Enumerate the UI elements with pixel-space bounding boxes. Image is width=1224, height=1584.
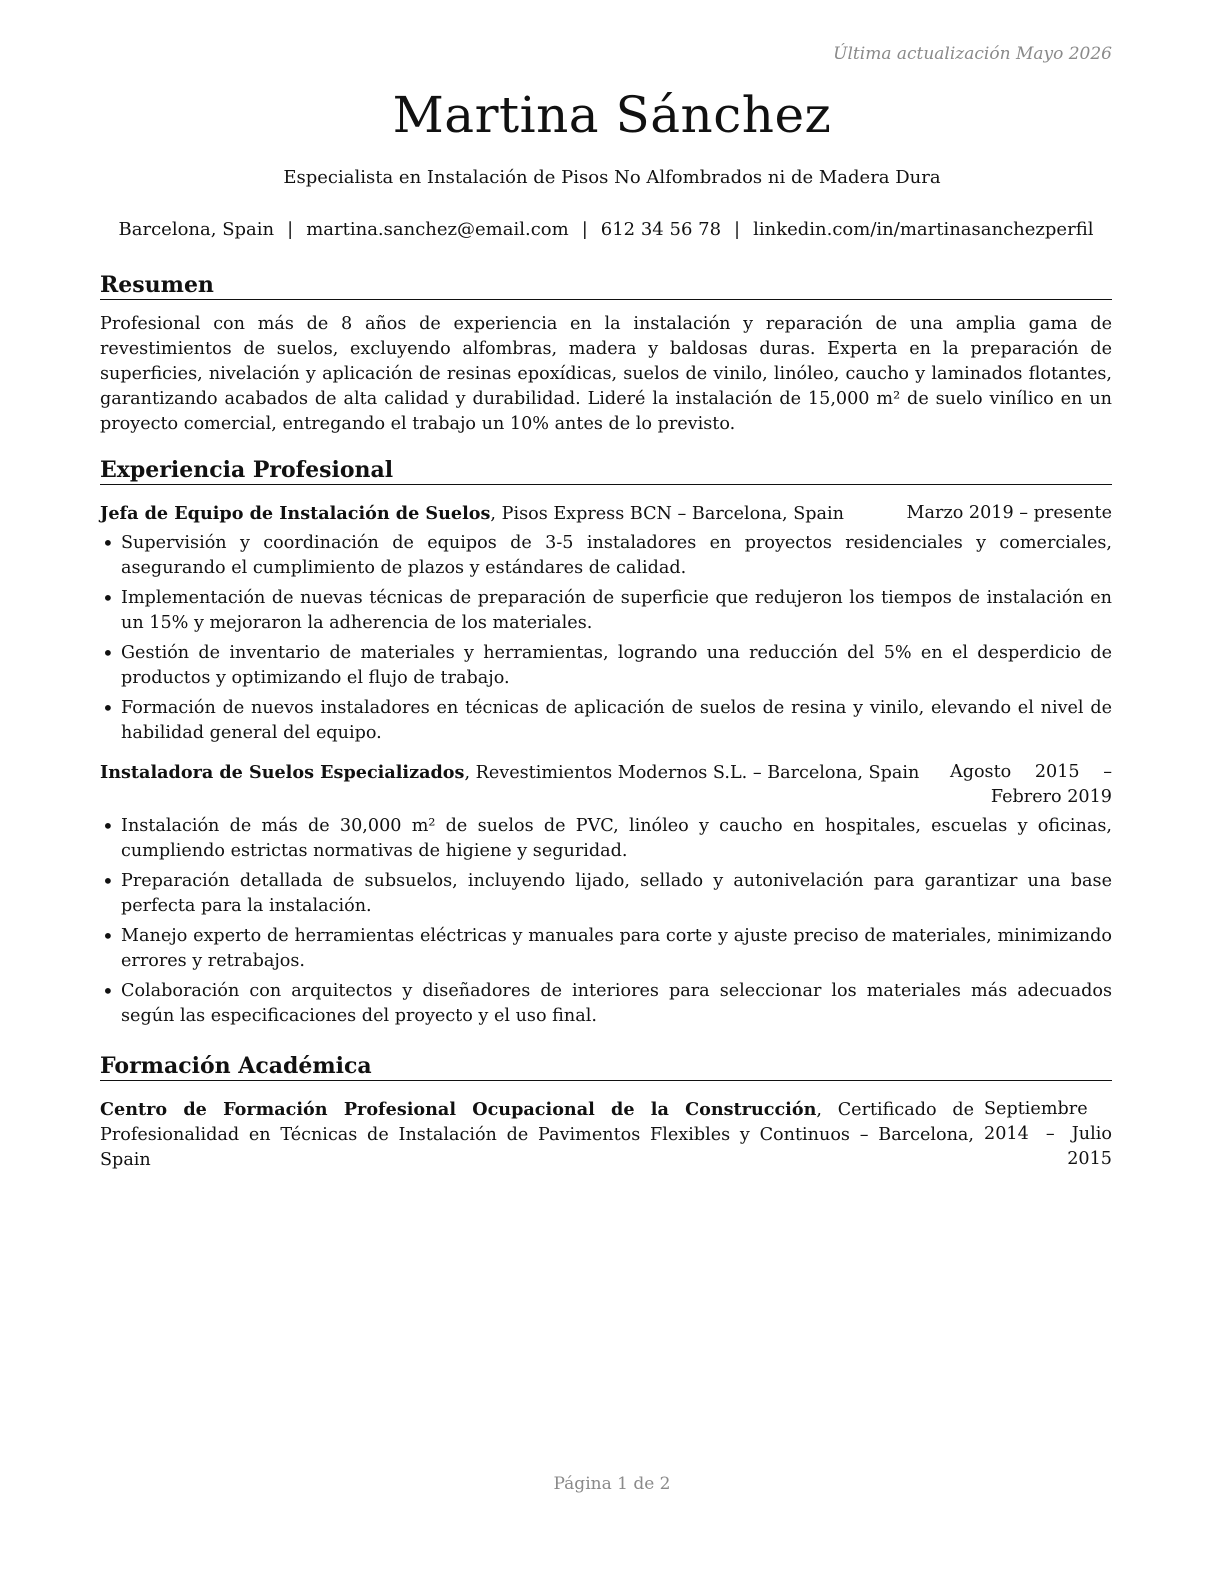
contact-line	[100, 219, 1112, 240]
job-bullets	[100, 531, 1112, 746]
job-entry	[100, 760, 1112, 1029]
job-company: , Revestimientos Modernos S.L. – Barcelona, Spain	[464, 763, 920, 783]
summary-section	[100, 272, 1112, 437]
job-bullet: • Formación de nuevos instaladores en técnicas de aplicación de suelos de resina y vinilo, elevando el nivel de habilidad general del equipo.	[100, 696, 1112, 746]
job-bullet: • Implementación de nuevas técnicas de preparación de superficie que redujeron los tiempos de instalación en un 15% y mejoraron la adherencia de los materiales.	[100, 586, 1112, 636]
contact-separator: |	[734, 219, 741, 240]
job-dates: Agosto 2015 – Febrero 2019	[950, 762, 1112, 807]
contact-location: Barcelona, Spain	[118, 219, 275, 240]
contact-separator: |	[581, 219, 588, 240]
experience-section	[100, 457, 1112, 1034]
education-details: , Certificado de Profesionalidad en Técnicas de Instalación de Pavimentos Flexibles y Continuos – Barcelona, Spain	[100, 1100, 974, 1170]
education-entry	[100, 1097, 1112, 1173]
job-entry	[100, 501, 1112, 746]
job-bullet: • Supervisión y coordinación de equipos de 3-5 instaladores en proyectos residenciales y comerciales, asegurando el cumplimiento de plazos y estándares de calidad.	[100, 531, 1112, 581]
last-updated: Última actualización Mayo 2026	[833, 44, 1112, 64]
contact-separator: |	[287, 219, 294, 240]
contact-linkedin[interactable]: linkedin.com/in/martinasanchezperfil	[753, 219, 1094, 240]
job-company: , Pisos Express BCN – Barcelona, Spain	[490, 504, 844, 524]
job-dates: Marzo 2019 – presente	[906, 503, 1112, 523]
job-header	[100, 760, 1112, 810]
job-bullets	[100, 814, 1112, 1029]
candidate-name: Martina Sánchez	[392, 86, 832, 144]
page-number: Página 1 de 2	[553, 1474, 671, 1494]
education-dates: Septiembre 2014 – Julio 2015	[984, 1099, 1112, 1169]
education-institution: Centro de Formación Profesional Ocupacional de la Construcción	[100, 1099, 817, 1120]
job-role: Instaladora de Suelos Especializados	[100, 762, 465, 783]
job-bullet: • Manejo experto de herramientas eléctricas y manuales para corte y ajuste preciso de materiales, minimizando errores y retrabajos.	[100, 924, 1112, 974]
contact-email[interactable]: martina.sanchez@email.com	[306, 219, 569, 240]
candidate-title: Especialista en Instalación de Pisos No Alfombrados ni de Madera Dura	[283, 167, 941, 188]
job-bullet: • Colaboración con arquitectos y diseñadores de interiores para seleccionar los materiales más adecuados según las especificaciones del proyecto y el uso final.	[100, 979, 1112, 1029]
job-role: Jefa de Equipo de Instalación de Suelos	[100, 503, 491, 524]
experience-heading: Experiencia Profesional	[100, 457, 1112, 485]
job-bullet: • Gestión de inventario de materiales y herramientas, logrando una reducción del 5% en el desperdicio de productos y optimizando el flujo de trabajo.	[100, 641, 1112, 691]
summary-text: Profesional con más de 8 años de experiencia en la instalación y reparación de una amplia gama de revestimientos de suelos, excluyendo alfombras, madera y baldosas duras. Experta en la preparación de superficies, nivelación y aplicación de resinas epoxídicas, suelos de vinilo, linóleo, caucho y laminados flotantes, garantizando acabados de alta calidad y durabilidad. Lideré la instalación de 15,000 m² de suelo vinílico en un proyecto comercial, entregando el trabajo un 10% antes de lo previsto.	[100, 314, 1112, 434]
job-bullet: • Instalación de más de 30,000 m² de suelos de PVC, linóleo y caucho en hospitales, escuelas y oficinas, cumpliendo estrictas normativas de higiene y seguridad.	[100, 814, 1112, 864]
summary-heading: Resumen	[100, 272, 1112, 300]
education-section	[100, 1053, 1112, 1173]
education-heading: Formación Académica	[100, 1053, 1112, 1081]
job-header	[100, 501, 1112, 527]
contact-phone: 612 34 56 78	[600, 219, 722, 240]
job-bullet: • Preparación detallada de subsuelos, incluyendo lijado, sellado y autonivelación para garantizar una base perfecta para la instalación.	[100, 869, 1112, 919]
